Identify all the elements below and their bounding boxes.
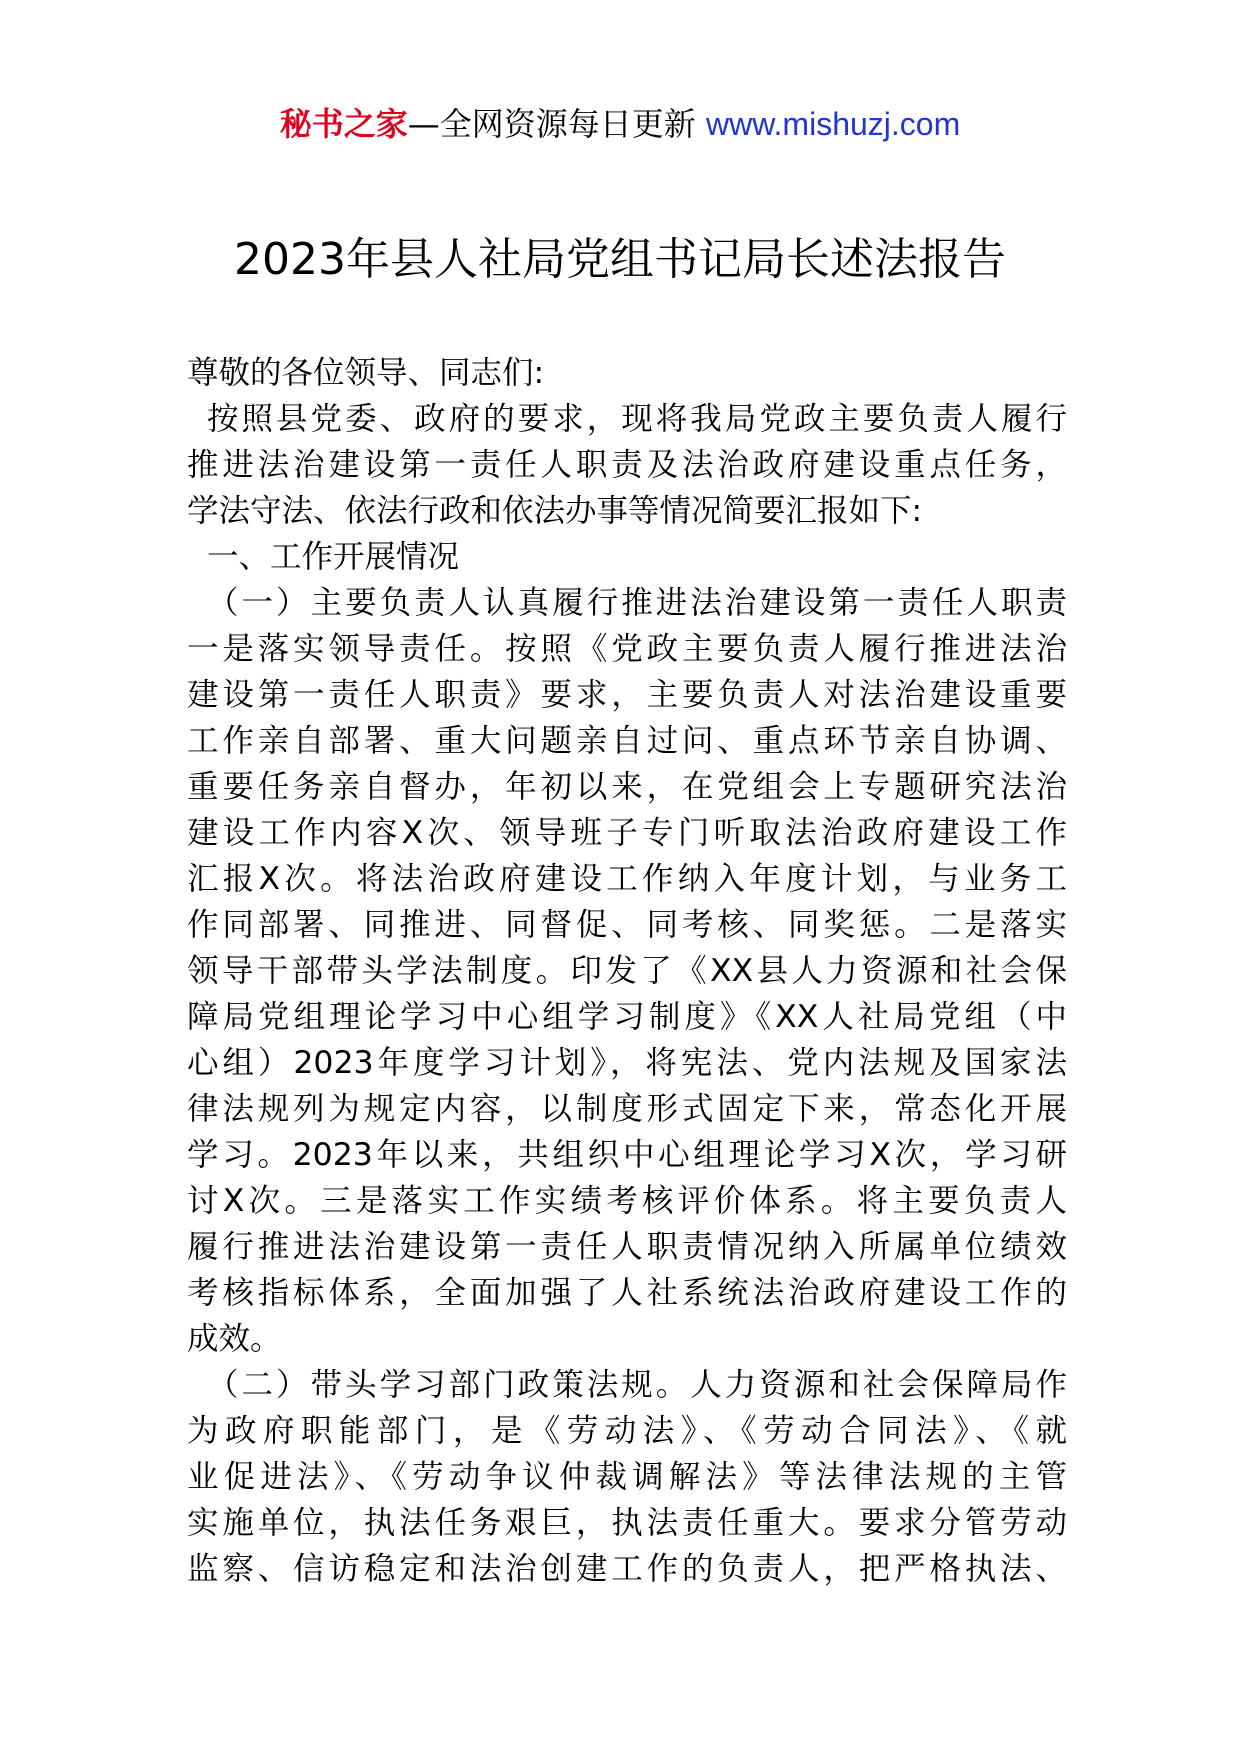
document-body [187, 350, 1067, 1592]
paragraph-line: 实施单位，执法任务艰巨，执法责任重大。要求分管劳动 [187, 1505, 1067, 1541]
paragraph-line: （二）带头学习部门政策法规。人力资源和社会保障局作 [207, 1367, 1067, 1403]
paragraph-line: 建设第一责任人职责》要求，主要负责人对法治建设重要 [187, 677, 1067, 713]
paragraph-line: 考核指标体系，全面加强了人社系统法治政府建设工作的 [187, 1275, 1067, 1311]
document-title: 2023年县人社局党组书记局长述法报告 [234, 234, 1006, 285]
site-brand: 秘书之家 [279, 105, 408, 143]
paragraph-line: 障局党组理论学习中心组学习制度》《XX人社局党组（中 [187, 999, 1067, 1035]
paragraph-line: 讨X次。三是落实工作实绩考核评价体系。将主要负责人 [187, 1183, 1067, 1219]
paragraph-line: 工作亲自部署、重大问题亲自过问、重点环节亲自协调、 [187, 723, 1067, 759]
site-tagline: —全网资源每日更新 [407, 105, 706, 143]
salutation-line: 尊敬的各位领导、同志们: [187, 355, 545, 391]
site-url-link[interactable]: www.mishuzj.com [705, 106, 961, 142]
paragraph-line: 为政府职能部门，是《劳动法》、《劳动合同法》、《就 [187, 1413, 1067, 1449]
paragraph-line: 学法守法、依法行政和依法办事等情况简要汇报如下: [187, 493, 923, 529]
paragraph-line: 建设工作内容X次、领导班子专门听取法治政府建设工作 [187, 815, 1067, 851]
paragraph-line: 作同部署、同推进、同督促、同考核、同奖惩。二是落实 [187, 907, 1067, 943]
paragraph-line: 汇报X次。将法治政府建设工作纳入年度计划，与业务工 [187, 861, 1067, 897]
paragraph-line: 律法规列为规定内容，以制度形式固定下来，常态化开展 [187, 1091, 1067, 1127]
section-heading: 一、工作开展情况 [207, 539, 460, 575]
paragraph-line: 按照县党委、政府的要求，现将我局党政主要负责人履行 [207, 401, 1067, 437]
paragraph-line: 推进法治建设第一责任人职责及法治政府建设重点任务， [187, 447, 1067, 483]
paragraph-line: 成效。 [187, 1321, 282, 1357]
paragraph-line: 学习。2023年以来，共组织中心组理论学习X次，学习研 [187, 1137, 1067, 1173]
paragraph-line: 领导干部带头学法制度。印发了《XX县人力资源和社会保 [187, 953, 1067, 989]
paragraph-line: 履行推进法治建设第一责任人职责情况纳入所属单位绩效 [187, 1229, 1067, 1265]
subsection-heading: （一）主要负责人认真履行推进法治建设第一责任人职责 [207, 585, 1067, 621]
paragraph-line: 监察、信访稳定和法治创建工作的负责人，把严格执法、 [187, 1551, 1067, 1587]
site-header [0, 104, 1240, 144]
paragraph-line: 业促进法》、《劳动争议仲裁调解法》等法律法规的主管 [187, 1459, 1067, 1495]
paragraph-line: 一是落实领导责任。按照《党政主要负责人履行推进法治 [187, 631, 1067, 667]
paragraph-line: 重要任务亲自督办，年初以来，在党组会上专题研究法治 [187, 769, 1067, 805]
paragraph-line: 心组）2023年度学习计划》，将宪法、党内法规及国家法 [187, 1045, 1067, 1081]
